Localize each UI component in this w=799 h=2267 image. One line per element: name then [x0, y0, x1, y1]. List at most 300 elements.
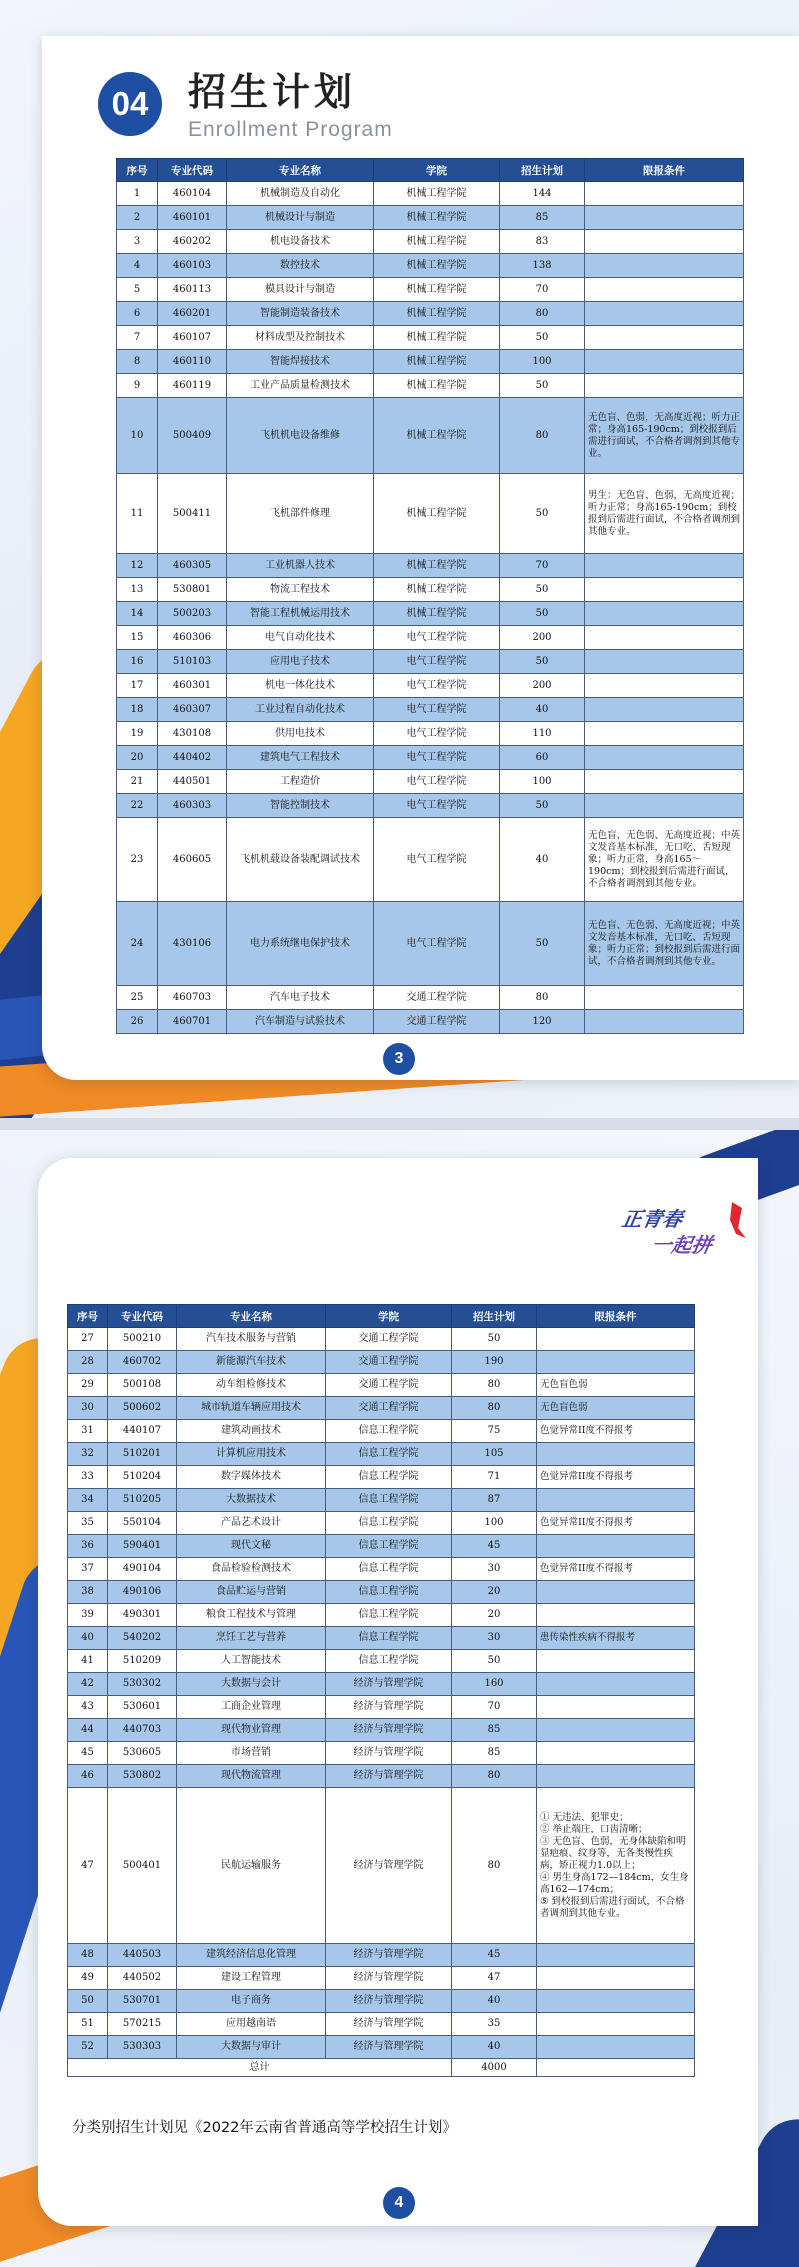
restriction — [585, 794, 744, 818]
major-code: 500401 — [108, 1788, 177, 1944]
enrollment-quota: 80 — [500, 986, 585, 1010]
enrollment-quota: 200 — [500, 674, 585, 698]
college: 信息工程学院 — [326, 1650, 452, 1673]
college: 电气工程学院 — [374, 794, 500, 818]
major-code: 460303 — [158, 794, 227, 818]
row-index: 48 — [68, 1944, 108, 1967]
college: 机械工程学院 — [374, 254, 500, 278]
column-header: 招生计划 — [500, 159, 585, 182]
page-subtitle: Enrollment Program — [188, 118, 393, 141]
college: 经济与管理学院 — [326, 1742, 452, 1765]
college: 信息工程学院 — [326, 1558, 452, 1581]
row-index: 3 — [117, 230, 158, 254]
row-index: 16 — [117, 650, 158, 674]
table-row — [68, 1581, 695, 1604]
college: 交通工程学院 — [374, 986, 500, 1010]
row-index: 46 — [68, 1765, 108, 1788]
major-code: 540202 — [108, 1627, 177, 1650]
row-index: 35 — [68, 1512, 108, 1535]
enrollment-quota: 30 — [452, 1627, 537, 1650]
enrollment-quota: 120 — [500, 1010, 585, 1034]
restriction — [585, 206, 744, 230]
major-code: 460110 — [158, 350, 227, 374]
college: 信息工程学院 — [326, 1627, 452, 1650]
college: 机械工程学院 — [374, 230, 500, 254]
table-row — [117, 278, 744, 302]
major-code: 490301 — [108, 1604, 177, 1627]
row-index: 25 — [117, 986, 158, 1010]
major-name: 电力系统继电保护技术 — [227, 902, 374, 986]
college: 交通工程学院 — [326, 1351, 452, 1374]
major-name: 工业机器人技术 — [227, 554, 374, 578]
major-name: 烹饪工艺与营养 — [177, 1627, 326, 1650]
column-header: 序号 — [117, 159, 158, 182]
table-row — [117, 770, 744, 794]
major-code: 510201 — [108, 1443, 177, 1466]
restriction — [537, 1535, 695, 1558]
restriction — [585, 182, 744, 206]
restriction-text: ① 无违法、犯罪史； ② 举止端庄，口齿清晰； ③ 无色盲、色弱，无身体缺陷和明显疤痕、纹身等，无各类慢性疾病，矫正视力1.0以上； ④ 男生身高172—184cm，女生身高162—174cm； ⑤ 到校报到后需进行面试，不合格者调剂到其他专业。 — [540, 1811, 689, 1919]
major-code: 460306 — [158, 626, 227, 650]
major-code: 590401 — [108, 1535, 177, 1558]
table-row — [68, 1967, 695, 1990]
enrollment-quota: 20 — [452, 1604, 537, 1627]
row-index: 30 — [68, 1397, 108, 1420]
table-row — [117, 746, 744, 770]
table-row — [68, 1420, 695, 1443]
restriction — [585, 986, 744, 1010]
enrollment-quota: 50 — [500, 326, 585, 350]
major-code: 460701 — [158, 1010, 227, 1034]
major-name: 智能焊接技术 — [227, 350, 374, 374]
major-name: 材料成型及控制技术 — [227, 326, 374, 350]
college: 机械工程学院 — [374, 278, 500, 302]
row-index: 32 — [68, 1443, 108, 1466]
major-code: 500409 — [158, 398, 227, 474]
enrollment-quota: 110 — [500, 722, 585, 746]
restriction — [585, 626, 744, 650]
enrollment-quota: 100 — [500, 770, 585, 794]
major-name: 大数据与会计 — [177, 1673, 326, 1696]
major-name: 机械制造及自动化 — [227, 182, 374, 206]
table-row — [117, 650, 744, 674]
major-code: 530605 — [108, 1742, 177, 1765]
restriction — [537, 1650, 695, 1673]
enrollment-quota: 80 — [452, 1397, 537, 1420]
enrollment-quota: 80 — [452, 1788, 537, 1944]
college: 信息工程学院 — [326, 1420, 452, 1443]
major-code: 440402 — [158, 746, 227, 770]
restriction — [537, 1944, 695, 1967]
major-name: 电气自动化技术 — [227, 626, 374, 650]
row-index: 26 — [117, 1010, 158, 1034]
major-code: 460119 — [158, 374, 227, 398]
major-name: 汽车电子技术 — [227, 986, 374, 1010]
major-code: 500108 — [108, 1374, 177, 1397]
major-code: 460703 — [158, 986, 227, 1010]
slogan-logo — [620, 1198, 758, 1262]
table-row — [117, 182, 744, 206]
major-name: 机电一体化技术 — [227, 674, 374, 698]
restriction-text: 无色盲色弱 — [540, 1402, 588, 1413]
major-code: 440107 — [108, 1420, 177, 1443]
table-row — [68, 1673, 695, 1696]
major-name: 机电设备技术 — [227, 230, 374, 254]
row-index: 8 — [117, 350, 158, 374]
table-row — [68, 1397, 695, 1420]
restriction-text: 色觉异常II度不得报考 — [540, 1425, 634, 1436]
college: 机械工程学院 — [374, 350, 500, 374]
major-name: 飞机机载设备装配调试技术 — [227, 818, 374, 902]
restriction — [537, 1374, 695, 1397]
enrollment-quota: 100 — [452, 1512, 537, 1535]
major-code: 460702 — [108, 1351, 177, 1374]
enrollment-quota: 60 — [500, 746, 585, 770]
enrollment-quota: 40 — [500, 818, 585, 902]
major-name: 飞机机电设备维修 — [227, 398, 374, 474]
restriction — [537, 1397, 695, 1420]
major-name: 数字媒体技术 — [177, 1466, 326, 1489]
restriction — [585, 818, 744, 902]
major-code: 510204 — [108, 1466, 177, 1489]
restriction — [585, 650, 744, 674]
row-index: 1 — [117, 182, 158, 206]
major-code: 440703 — [108, 1719, 177, 1742]
restriction — [585, 254, 744, 278]
table-row — [68, 1558, 695, 1581]
table-row — [117, 554, 744, 578]
restriction — [585, 278, 744, 302]
major-name: 现代文秘 — [177, 1535, 326, 1558]
table-row — [68, 2013, 695, 2036]
restriction — [537, 2036, 695, 2059]
major-name: 市场营销 — [177, 1742, 326, 1765]
row-index: 7 — [117, 326, 158, 350]
table-row — [117, 350, 744, 374]
row-index: 9 — [117, 374, 158, 398]
row-index: 45 — [68, 1742, 108, 1765]
college: 电气工程学院 — [374, 770, 500, 794]
row-index: 18 — [117, 698, 158, 722]
page-number: 4 — [383, 2187, 415, 2219]
major-name: 模具设计与制造 — [227, 278, 374, 302]
college: 信息工程学院 — [326, 1535, 452, 1558]
major-name: 应用电子技术 — [227, 650, 374, 674]
major-code: 460113 — [158, 278, 227, 302]
major-code: 570215 — [108, 2013, 177, 2036]
restriction — [585, 578, 744, 602]
table-row — [68, 1489, 695, 1512]
row-index: 31 — [68, 1420, 108, 1443]
enrollment-quota: 75 — [452, 1420, 537, 1443]
college: 机械工程学院 — [374, 182, 500, 206]
enrollment-quota: 50 — [500, 794, 585, 818]
column-header: 学院 — [374, 159, 500, 182]
college: 交通工程学院 — [326, 1328, 452, 1351]
table-row — [68, 1650, 695, 1673]
major-code: 430106 — [158, 902, 227, 986]
major-name: 粮食工程技术与管理 — [177, 1604, 326, 1627]
enrollment-quota: 85 — [452, 1719, 537, 1742]
enrollment-quota: 47 — [452, 1967, 537, 1990]
college: 电气工程学院 — [374, 674, 500, 698]
college: 经济与管理学院 — [326, 1990, 452, 2013]
enrollment-quota: 80 — [452, 1765, 537, 1788]
row-index: 24 — [117, 902, 158, 986]
table-row — [68, 1719, 695, 1742]
college: 机械工程学院 — [374, 374, 500, 398]
svg-text:一起拼: 一起拼 — [649, 1233, 714, 1257]
enrollment-quota: 50 — [500, 374, 585, 398]
table-row — [68, 1535, 695, 1558]
row-index: 17 — [117, 674, 158, 698]
row-index: 10 — [117, 398, 158, 474]
restriction — [585, 374, 744, 398]
major-code: 460202 — [158, 230, 227, 254]
enrollment-quota: 50 — [500, 474, 585, 554]
enrollment-quota: 50 — [452, 1650, 537, 1673]
restriction — [585, 674, 744, 698]
column-header: 专业名称 — [177, 1305, 326, 1328]
table-row — [117, 578, 744, 602]
major-name: 人工智能技术 — [177, 1650, 326, 1673]
college: 信息工程学院 — [326, 1489, 452, 1512]
college: 电气工程学院 — [374, 818, 500, 902]
major-code: 510205 — [108, 1489, 177, 1512]
table-row — [68, 1627, 695, 1650]
college: 机械工程学院 — [374, 302, 500, 326]
enrollment-quota: 85 — [500, 206, 585, 230]
row-index: 51 — [68, 2013, 108, 2036]
college: 机械工程学院 — [374, 554, 500, 578]
table-row — [68, 1788, 695, 1944]
major-code: 440503 — [108, 1944, 177, 1967]
table-row — [68, 1328, 695, 1351]
enrollment-quota: 200 — [500, 626, 585, 650]
restriction — [537, 1466, 695, 1489]
restriction — [585, 302, 744, 326]
enrollment-table-part2 — [67, 1304, 695, 2077]
column-header: 专业名称 — [227, 159, 374, 182]
restriction — [537, 1788, 695, 1944]
major-code: 500411 — [158, 474, 227, 554]
enrollment-quota: 70 — [500, 554, 585, 578]
table-row — [68, 1604, 695, 1627]
table-header-row — [117, 159, 744, 182]
table-row — [117, 722, 744, 746]
table-row — [117, 474, 744, 554]
total-restriction — [537, 2059, 695, 2077]
row-index: 6 — [117, 302, 158, 326]
restriction — [537, 1967, 695, 1990]
major-code: 490104 — [108, 1558, 177, 1581]
restriction — [537, 1351, 695, 1374]
major-code: 460104 — [158, 182, 227, 206]
college: 机械工程学院 — [374, 398, 500, 474]
table-row — [117, 626, 744, 650]
college: 经济与管理学院 — [326, 1765, 452, 1788]
enrollment-quota: 80 — [500, 398, 585, 474]
restriction — [537, 1719, 695, 1742]
row-index: 4 — [117, 254, 158, 278]
college: 交通工程学院 — [374, 1010, 500, 1034]
major-code: 460107 — [158, 326, 227, 350]
svg-text:正青春: 正青春 — [620, 1207, 685, 1231]
restriction — [585, 698, 744, 722]
major-name: 飞机部件修理 — [227, 474, 374, 554]
restriction-text: 色觉异常II度不得报考 — [540, 1563, 634, 1574]
table-row — [68, 1944, 695, 1967]
table-row — [68, 1443, 695, 1466]
major-code: 500602 — [108, 1397, 177, 1420]
major-name: 汽车技术服务与营销 — [177, 1328, 326, 1351]
college: 经济与管理学院 — [326, 1967, 452, 1990]
enrollment-table-part1 — [116, 158, 744, 1034]
major-code: 460301 — [158, 674, 227, 698]
restriction — [537, 1627, 695, 1650]
major-code: 460201 — [158, 302, 227, 326]
column-header: 限报条件 — [585, 159, 744, 182]
restriction-text: 无色盲、无色弱、无高度近视；中英文发音基本标准，无口吃、舌短现象；听力正常；到校报到后需进行面试，不合格者调剂到其他专业。 — [588, 919, 741, 967]
table-row — [68, 1374, 695, 1397]
major-code: 530701 — [108, 1990, 177, 2013]
major-name: 大数据与审计 — [177, 2036, 326, 2059]
row-index: 2 — [117, 206, 158, 230]
column-header: 学院 — [326, 1305, 452, 1328]
major-code: 530801 — [158, 578, 227, 602]
table-row — [117, 302, 744, 326]
page-title: 招生计划 — [188, 70, 357, 114]
major-name: 物流工程技术 — [227, 578, 374, 602]
major-name: 建筑电气工程技术 — [227, 746, 374, 770]
major-name: 建筑经济信息化管理 — [177, 1944, 326, 1967]
college: 经济与管理学院 — [326, 1696, 452, 1719]
page-number: 3 — [383, 1043, 415, 1075]
row-index: 22 — [117, 794, 158, 818]
major-code: 530302 — [108, 1673, 177, 1696]
table-header-row — [68, 1305, 695, 1328]
restriction — [585, 474, 744, 554]
row-index: 14 — [117, 602, 158, 626]
table-row — [68, 2036, 695, 2059]
college: 机械工程学院 — [374, 326, 500, 350]
major-name: 民航运输服务 — [177, 1788, 326, 1944]
table-row — [68, 1512, 695, 1535]
table-row — [117, 698, 744, 722]
table-row — [117, 986, 744, 1010]
restriction — [585, 230, 744, 254]
restriction — [537, 2013, 695, 2036]
enrollment-quota: 71 — [452, 1466, 537, 1489]
enrollment-quota: 35 — [452, 2013, 537, 2036]
table-row — [117, 674, 744, 698]
row-index: 47 — [68, 1788, 108, 1944]
row-index: 41 — [68, 1650, 108, 1673]
restriction — [537, 1673, 695, 1696]
restriction — [537, 1558, 695, 1581]
major-name: 现代物流管理 — [177, 1765, 326, 1788]
enrollment-quota: 45 — [452, 1944, 537, 1967]
table-row — [117, 398, 744, 474]
college: 电气工程学院 — [374, 902, 500, 986]
restriction — [585, 770, 744, 794]
enrollment-quota: 70 — [500, 278, 585, 302]
major-name: 计算机应用技术 — [177, 1443, 326, 1466]
major-code: 500210 — [108, 1328, 177, 1351]
restriction — [585, 554, 744, 578]
row-index: 27 — [68, 1328, 108, 1351]
college: 电气工程学院 — [374, 722, 500, 746]
row-index: 12 — [117, 554, 158, 578]
restriction — [585, 1010, 744, 1034]
table-row — [117, 254, 744, 278]
major-name: 工业产品质量检测技术 — [227, 374, 374, 398]
table-row — [117, 1010, 744, 1034]
table-row — [68, 1466, 695, 1489]
column-header: 专业代码 — [158, 159, 227, 182]
table-row — [117, 206, 744, 230]
row-index: 21 — [117, 770, 158, 794]
row-index: 34 — [68, 1489, 108, 1512]
table-row — [68, 1765, 695, 1788]
row-index: 49 — [68, 1967, 108, 1990]
restriction — [585, 398, 744, 474]
total-label: 总计 — [68, 2059, 452, 2077]
row-index: 11 — [117, 474, 158, 554]
table-row — [117, 902, 744, 986]
footnote: 分类别招生计划见《2022年云南省普通高等学校招生计划》 — [72, 2120, 457, 2136]
row-index: 37 — [68, 1558, 108, 1581]
column-header: 专业代码 — [108, 1305, 177, 1328]
major-code: 530802 — [108, 1765, 177, 1788]
table-row — [117, 230, 744, 254]
enrollment-quota: 100 — [500, 350, 585, 374]
major-name: 现代物业管理 — [177, 1719, 326, 1742]
enrollment-quota: 83 — [500, 230, 585, 254]
college: 经济与管理学院 — [326, 1673, 452, 1696]
major-code: 530303 — [108, 2036, 177, 2059]
total-value: 4000 — [452, 2059, 537, 2077]
major-code: 440501 — [158, 770, 227, 794]
college: 机械工程学院 — [374, 474, 500, 554]
table-row — [117, 818, 744, 902]
major-code: 530601 — [108, 1696, 177, 1719]
enrollment-quota: 50 — [500, 602, 585, 626]
table-row — [117, 602, 744, 626]
major-name: 食品检验检测技术 — [177, 1558, 326, 1581]
row-index: 20 — [117, 746, 158, 770]
major-code: 440502 — [108, 1967, 177, 1990]
restriction — [537, 1742, 695, 1765]
enrollment-quota: 85 — [452, 1742, 537, 1765]
major-code: 460305 — [158, 554, 227, 578]
enrollment-quota: 40 — [500, 698, 585, 722]
major-name: 动车组检修技术 — [177, 1374, 326, 1397]
enrollment-quota: 80 — [500, 302, 585, 326]
table-row — [68, 1351, 695, 1374]
major-name: 工商企业管理 — [177, 1696, 326, 1719]
restriction — [537, 1328, 695, 1351]
enrollment-quota: 80 — [452, 1374, 537, 1397]
column-header: 限报条件 — [537, 1305, 695, 1328]
college: 经济与管理学院 — [326, 1788, 452, 1944]
college: 电气工程学院 — [374, 650, 500, 674]
enrollment-quota: 190 — [452, 1351, 537, 1374]
enrollment-quota: 70 — [452, 1696, 537, 1719]
college: 信息工程学院 — [326, 1466, 452, 1489]
restriction — [537, 1990, 695, 2013]
major-name: 应用越南语 — [177, 2013, 326, 2036]
